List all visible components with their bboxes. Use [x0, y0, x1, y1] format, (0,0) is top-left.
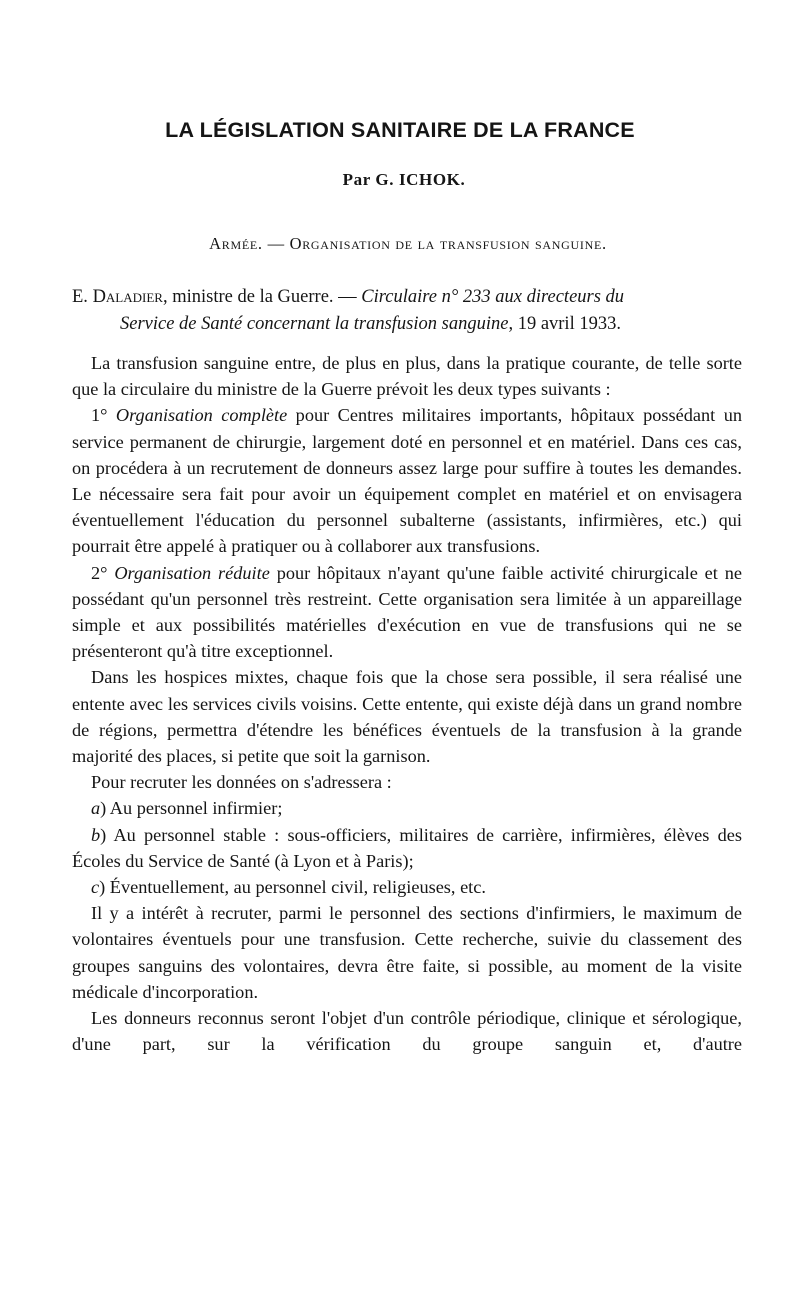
list-item-b — [72, 822, 742, 874]
list-item-a — [72, 795, 742, 821]
legal-reference — [72, 284, 746, 338]
list-item-c — [72, 874, 742, 900]
paragraph-organisation-complete — [72, 402, 742, 559]
list-text: ) Éventuellement, au personnel civil, religieuses, etc. — [99, 877, 486, 898]
minister-name: Daladier — [92, 287, 163, 307]
list-text: ) Au personnel infirmier; — [100, 798, 283, 819]
item-number: 2° — [91, 562, 115, 583]
circular-title: Circulaire n° 233 aux directeurs du — [361, 287, 625, 307]
list-letter: a — [91, 798, 101, 819]
item-text: pour Centres militaires importants, hôpitaux possédant un service permanent de chirurgie, largement doté en personnel et en matériel. Dans ces cas, on procédera à un recrutement de donneurs assez large pour suffire à toutes les demandes. Le nécessaire sera fait pour avoir un équipement complet en matériel et on envisagera éventuellement l'éducation du personnel subalterne (assistants, infirmières, etc.) qui pourrait être appelé à pratiquer ou à collaborer aux transfusions. — [72, 405, 743, 557]
author-line — [0, 170, 800, 190]
list-letter: c — [91, 877, 100, 898]
item-heading: Organisation réduite — [114, 562, 270, 583]
paragraph-recruitment-intro: Pour recruter les données on s'adressera : — [91, 772, 392, 793]
reference-line-2 — [72, 311, 746, 338]
article-title: LA LÉGISLATION SANITAIRE DE LA FRANCE — [165, 118, 635, 142]
circular-subject: Service de Santé concernant la transfusion sanguine — [120, 314, 509, 334]
list-text: ) Au personnel stable : sous-officiers, militaires de carrière, infirmières, élèves des Écoles du Service de Santé (à Lyon et à Paris); — [72, 824, 742, 871]
circular-date: , 19 avril 1933. — [508, 314, 621, 334]
list-letter: b — [91, 824, 101, 845]
paragraph-donor-control: Les donneurs reconnus seront l'objet d'un contrôle périodique, clinique et sérologique, d'une part, sur la vérification du groupe sanguin et, d'autre — [72, 1008, 742, 1055]
reference-initial: E. — [72, 287, 93, 307]
paragraph-hospices-mixtes: Dans les hospices mixtes, chaque fois que la chose sera possible, il sera réalisé une entente avec les services civils voisins. Cette entente, qui existe déjà dans un grand nombre de régions, permettra d'étendre les bénéfices éventuels de la transfusion à la grande majorité des places, si petite que soit la garnison. — [72, 667, 742, 767]
item-heading: Organisation complète — [115, 405, 288, 426]
article-body — [72, 350, 742, 1057]
paragraph-intro: La transfusion sanguine entre, de plus en plus, dans la pratique courante, de telle sorte que la circulaire du ministre de la Guerre prévoit les deux types suivants : — [72, 353, 742, 400]
paragraph-organisation-reduite — [72, 560, 742, 665]
reference-role: , ministre de la Guerre. — — [162, 287, 362, 307]
section-heading: Armée. — Organisation de la transfusion sanguine. — [209, 234, 607, 253]
paragraph-volunteers: Il y a intérêt à recruter, parmi le personnel des sections d'infirmiers, le maximum de volontaires éventuels pour une transfusion. Cette recherche, suivie du classement des groupes sanguins des volontaires, devra être faite, si possible, au moment de la visite médicale d'incorporation. — [72, 903, 742, 1002]
author-prefix: Par — [342, 170, 371, 189]
item-number: 1° — [91, 405, 116, 426]
item-text: pour hôpitaux n'ayant qu'une faible activité chirurgicale et ne possédant qu'un personnel très restreint. Cette organisation sera limitée à un appareillage simple et aux possibilités matérielles d'exécution en vue de transfusions qui ne se présenteront qu'à titre exceptionnel. — [72, 562, 742, 662]
author-name: G. ICHOK. — [375, 170, 466, 189]
